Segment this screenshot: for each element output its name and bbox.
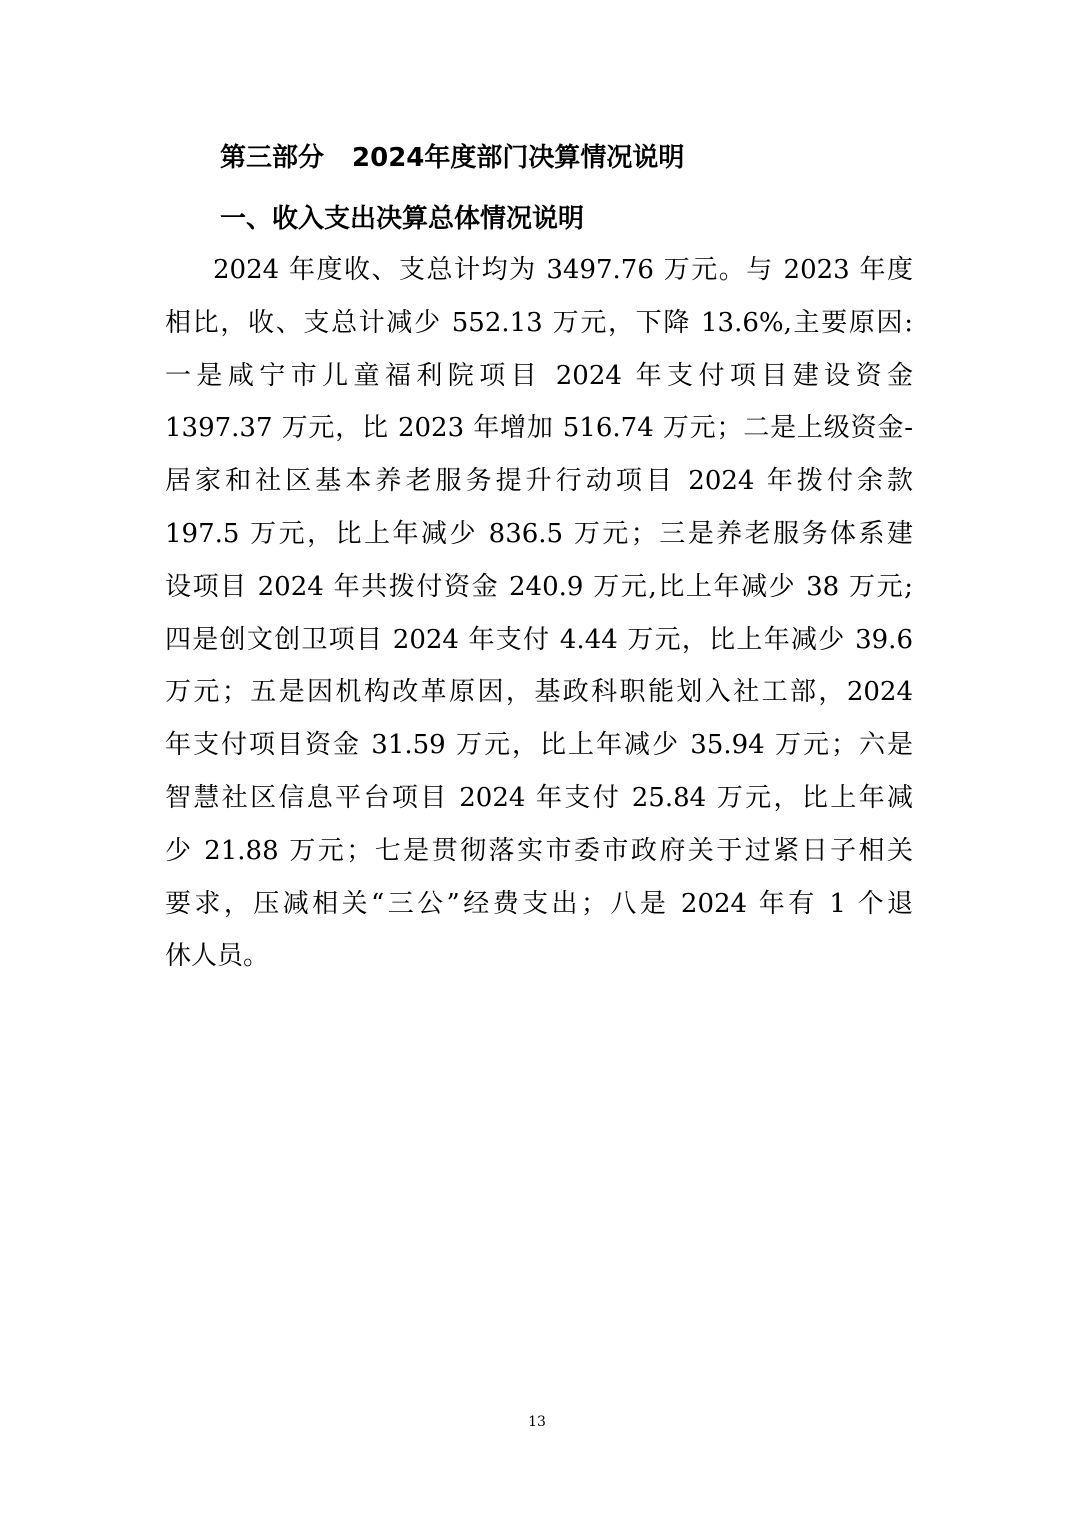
part-title <box>220 138 684 178</box>
paragraph-line: 要求，压减相关“三公”经费支出；八是 2024 年有 1 个退 <box>165 888 913 919</box>
paragraph-line: 居家和社区基本养老服务提升行动项目 2024 年拨付余款 <box>165 466 913 497</box>
paragraph-line: 休人员。 <box>165 941 270 972</box>
page-number: 13 <box>528 1414 546 1430</box>
part-title-text: 2024年度部门决算情况说明 <box>352 143 685 173</box>
paragraph-line: 万元；五是因机构改革原因，基政科职能划入社工部，2024 <box>165 677 913 708</box>
paragraph-line: 年支付项目资金 31.59 万元，比上年减少 35.94 万元；六是 <box>165 730 913 761</box>
paragraph-line: 四是创文创卫项目 2024 年支付 4.44 万元，比上年减少 39.6 <box>165 624 913 655</box>
paragraph-line: 设项目 2024 年共拨付资金 240.9 万元,比上年减少 38 万元; <box>165 571 913 602</box>
section-heading: 一、收入支出决算总体情况说明 <box>220 204 585 234</box>
part-label: 第三部分 <box>220 143 325 173</box>
paragraph-line: 1397.37 万元，比 2023 年增加 516.74 万元；二是上级资金- <box>165 413 913 444</box>
body-paragraph <box>165 248 913 987</box>
paragraph-line: 少 21.88 万元；七是贯彻落实市委市政府关于过紧日子相关 <box>165 835 913 866</box>
paragraph-line: 智慧社区信息平台项目 2024 年支付 25.84 万元，比上年减 <box>165 782 913 813</box>
paragraph-line: 197.5 万元，比上年减少 836.5 万元；三是养老服务体系建 <box>165 518 913 549</box>
paragraph-line: 2024 年度收、支总计均为 3497.76 万元。与 2023 年度 <box>213 255 913 285</box>
paragraph-line: 一是咸宁市儿童福利院项目 2024 年支付项目建设资金 <box>165 360 913 391</box>
paragraph-line: 相比，收、支总计减少 552.13 万元，下降 13.6%,主要原因: <box>165 307 913 338</box>
